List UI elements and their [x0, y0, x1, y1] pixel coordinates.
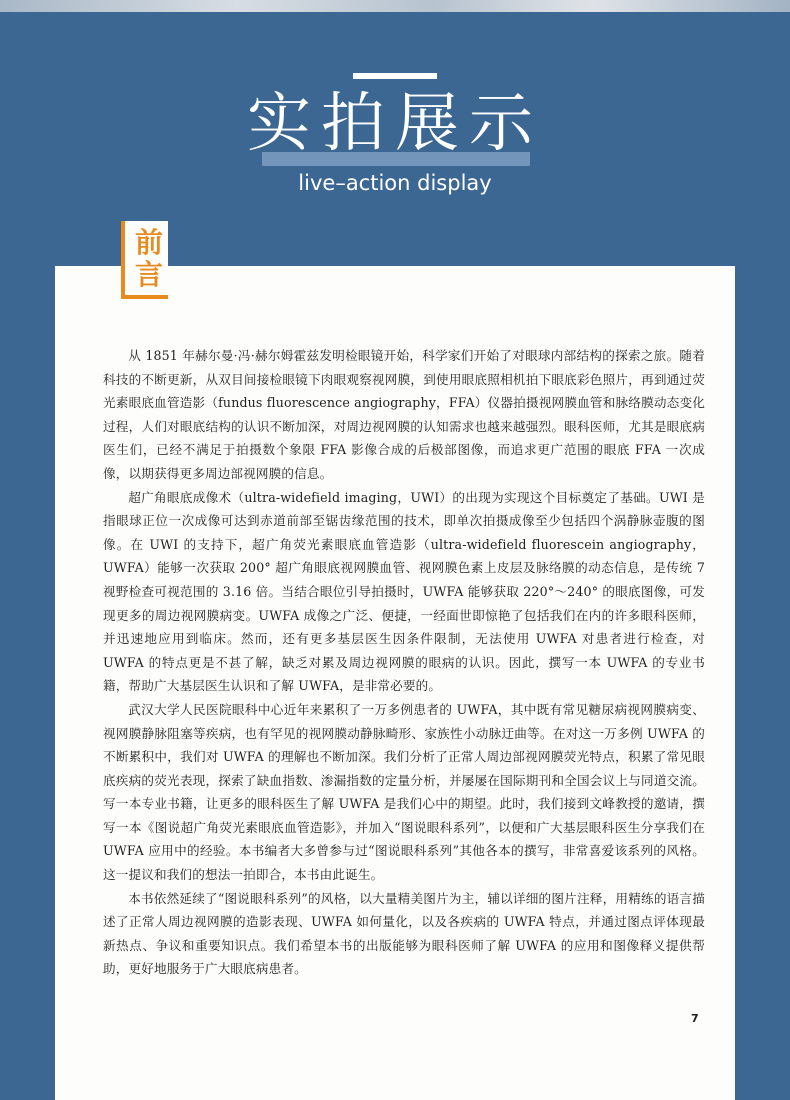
- section-tag: [121, 221, 168, 299]
- page-title: 实拍展示: [247, 87, 543, 161]
- paragraph: 从 1851 年赫尔曼·冯·赫尔姆霍兹发明检眼镜开始，科学家们开始了对眼球内部结构的探索之旅。随着科技的不断更新，从双目间接检眼镜下肉眼观察视网膜，到使用眼底照相机拍下眼底彩色照片，再到通过荧光素眼底血管造影（fundus fluorescence angiography，FFA）仪器拍摄视网膜血管和脉络膜动态变化过程，人们对眼底结构的认识不断加深，对周边视网膜的认知需求也越来越强烈。眼科医师，尤其是眼底病医生们，已经不满足于拍摄数个象限 FFA 影像合成的后极部图像，而追求更广范围的眼底 FFA 一次成像，以期获得更多周边部视网膜的信息。: [103, 348, 705, 481]
- page-subtitle: live–action display: [298, 171, 492, 195]
- header: [0, 60, 790, 260]
- document-page: [55, 266, 735, 1100]
- page-number: 7: [691, 1012, 699, 1025]
- paragraph: 本书依然延续了“图说眼科系列”的风格，以大量精美图片为主，辅以详细的图片注释，用精练的语言描述了正常人周边视网膜的造影表现、UWFA 如何量化，以及各疾病的 UWFA 特点，并通过图点评体现最新热点、争议和重要知识点。我们希望本书的出版能够为眼科医师了解 UWFA 的应用和图像释义提供帮助，更好地服务于广大眼底病患者。: [103, 890, 705, 977]
- paragraph: 武汉大学人民医院眼科中心近年来累积了一万多例患者的 UWFA，其中既有常见糖尿病视网膜病变、视网膜静脉阻塞等疾病，也有罕见的视网膜动静脉畸形、家族性小动脉迂曲等。在对这一万多例 UWFA 的不断累积中，我们对 UWFA 的理解也不断加深。我们分析了正常人周边部视网膜荧光特点，积累了常见眼底疾病的荧光表现，探索了缺血指数、渗漏指数的定量分析，并屡屡在国际期刊和全国会议上与同道交流。写一本专业书籍，让更多的眼科医生了解 UWFA 是我们心中的期望。此时，我们接到文峰教授的邀请，撰写一本《图说超广角荧光素眼底血管造影》，并加入“图说眼科系列”，以便和广大基层眼科医生分享我们在 UWFA 应用中的经验。本书编者大多曾参与过“图说眼科系列”其他各本的撰写，非常喜爱该系列的风格。这一提议和我们的想法一拍即合，本书由此诞生。: [103, 701, 705, 883]
- preface-body: [103, 344, 705, 981]
- section-tag-label: 前言: [134, 226, 163, 291]
- title-accent-bar: [353, 73, 437, 79]
- top-decorative-strip: [0, 0, 790, 12]
- paragraph: 超广角眼底成像术（ultra-widefield imaging，UWI）的出现为实现这个目标奠定了基础。UWI 是指眼球正位一次成像可达到赤道前部至锯齿缘范围的技术，即单次拍摄成像至少包括四个涡静脉壶腹的图像。在 UWI 的支持下，超广角荧光素眼底血管造影（ultra-widefield fluorescein angiography，UWFA）能够一次获取 200° 超广角眼底视网膜血管、视网膜色素上皮层及脉络膜的动态信息，是传统 7 视野检查可视范围的 3.16 倍。当结合眼位引导拍摄时，UWFA 能够获取 220°～240° 的眼底图像，可发现更多的周边视网膜病变。UWFA 成像之广泛、便捷，一经面世即惊艳了包括我们在内的许多眼科医师，并迅速地应用到临床。然而，还有更多基层医生因条件限制，无法使用 UWFA 对患者进行检查，对 UWFA 的特点更是不甚了解，缺乏对累及周边视网膜的眼病的认识。因此，撰写一本 UWFA 的专业书籍，帮助广大基层医生认识和了解 UWFA，是非常必要的。: [103, 489, 705, 694]
